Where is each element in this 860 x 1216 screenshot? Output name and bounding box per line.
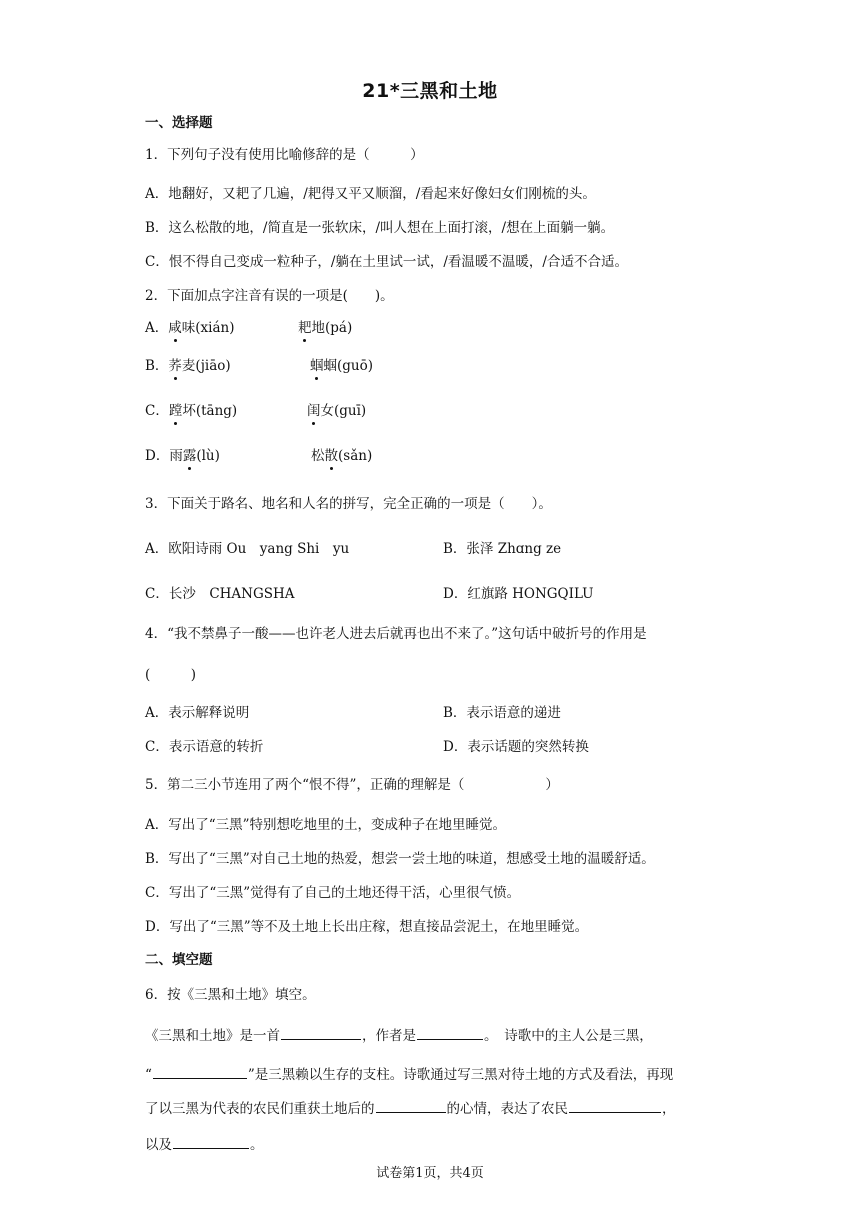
section-heading-fill: 二、填空题 — [145, 952, 213, 968]
q2-a-dotted-char: 咸 — [168, 320, 182, 336]
answer-blank-also[interactable] — [173, 1134, 249, 1149]
q6-text: 以及 — [145, 1137, 172, 1153]
answer-blank-author[interactable] — [417, 1025, 483, 1040]
q6-text: ， — [662, 1101, 676, 1117]
page-title: 21*三黑和土地 — [362, 80, 498, 102]
page-footer: 试卷第1页，共4页 — [376, 1166, 484, 1181]
answer-blank-mood[interactable] — [376, 1098, 446, 1113]
q5-option-c: C．写出了“三黑”觉得有了自己的土地还得干活，心里很气愤。 — [145, 885, 521, 901]
q6-line2 — [145, 1064, 673, 1084]
q6-text: “ — [145, 1067, 152, 1083]
q2-c2-dotted-char: 闺 — [307, 403, 321, 419]
q6-text: ，作者是 — [362, 1028, 416, 1044]
q2-option-d — [145, 447, 220, 465]
q6-text: 的心情，表达了农民 — [446, 1101, 568, 1117]
q2-option-a — [145, 319, 234, 337]
answer-blank-genre[interactable] — [281, 1025, 361, 1040]
q1-option-a: A．地翻好，又耙了几遍，/耙得又平又顺溜，/看起来好像妇女们刚梳的头。 — [145, 186, 596, 202]
q5-option-a: A．写出了“三黑”特别想吃地里的土，变成种子在地里睡觉。 — [145, 817, 507, 833]
q6-line1 — [145, 1025, 653, 1045]
q2-b-prefix: B． — [145, 358, 169, 374]
q6-stem: 6．按《三黑和土地》填空。 — [145, 987, 316, 1003]
q2-c-dotted-char: 蹚 — [168, 403, 183, 419]
q1-stem: 1．下列句子没有使用比喻修辞的是（ ） — [145, 147, 424, 163]
q6-text: 《三黑和土地》是一首 — [145, 1028, 280, 1044]
q2-b-rest: 麦(jiāo) — [181, 358, 231, 374]
q2-option-c — [145, 402, 237, 420]
q6-text: ”是三黑赖以生存的支柱。诗歌通过写三黑对待土地的方式及看法，再现 — [247, 1067, 674, 1083]
q1-option-c: C．恨不得自己变成一粒种子，/躺在土里试一试，/看温暖不温暖，/合适不合适。 — [145, 254, 628, 270]
q4-stem: 4．“我不禁鼻子一酸——也许老人进去后就再也出不来了。”这句话中破折号的作用是 — [145, 626, 647, 642]
q6-text: 。 — [250, 1137, 264, 1153]
q1-option-b: B．这么松散的地，/简直是一张软床，/叫人想在上面打滚，/想在上面躺一躺。 — [145, 220, 615, 236]
q2-option-c-word2 — [307, 402, 366, 420]
q2-option-b — [145, 357, 231, 375]
q2-c-prefix: C． — [145, 403, 169, 419]
q2-stem: 2．下面加点字注音有误的一项是( )。 — [145, 288, 394, 304]
q2-d2-rest: (sǎn) — [338, 448, 373, 464]
q3-option-c: C．长沙 CHANGSHA — [145, 586, 295, 602]
answer-blank-pillar[interactable] — [153, 1064, 247, 1079]
q4-option-a: A．表示解释说明 — [145, 705, 250, 721]
q2-option-d-word2 — [311, 447, 372, 465]
q6-line3 — [145, 1098, 676, 1118]
q6-line4 — [145, 1134, 264, 1154]
q2-d2-prefix: 松 — [311, 448, 325, 464]
q2-d2-dotted-char: 散 — [324, 448, 338, 464]
q3-stem: 3．下面关于路名、地名和人名的拼写，完全正确的一项是（ ）。 — [145, 496, 552, 512]
q5-stem: 5．第二三小节连用了两个“恨不得”，正确的理解是（ ） — [145, 777, 559, 793]
q4-option-b: B．表示语意的递进 — [443, 705, 561, 721]
q6-text: 了以三黑为代表的农民们重获土地后的 — [145, 1101, 375, 1117]
q2-option-a-word2 — [298, 319, 352, 337]
q5-option-d: D．写出了“三黑”等不及土地上长出庄稼，想直接品尝泥土，在地里睡觉。 — [145, 919, 589, 935]
q6-text: 。 诗歌中的主人公是三黑， — [484, 1028, 653, 1044]
q2-d-prefix: D．雨 — [145, 448, 183, 464]
q2-b-dotted-char: 荞 — [168, 358, 182, 374]
q3-option-b: B．张泽 Zhɑng ze — [443, 541, 562, 557]
section-heading-choice: 一、选择题 — [145, 115, 213, 131]
q3-option-a: A．欧阳诗雨 Ou yang Shi yu — [145, 541, 350, 557]
q2-a-rest: 味(xián) — [181, 320, 235, 336]
q2-d-rest: (lù) — [196, 448, 220, 464]
q2-b2-dotted-char: 蝈 — [310, 358, 324, 374]
q4-option-d: D．表示话题的突然转换 — [443, 739, 589, 755]
q2-d-dotted-char: 露 — [182, 448, 197, 464]
q2-a2-dotted-char: 耙 — [298, 320, 312, 336]
q5-option-b: B．写出了“三黑”对自己土地的热爱，想尝一尝土地的味道，想感受土地的温暖舒适。 — [145, 851, 655, 867]
q4-stem-answer: ( ) — [145, 667, 197, 683]
q2-c-rest: 坏(tāng) — [182, 403, 238, 419]
q2-a2-rest: 地(pá) — [311, 320, 353, 336]
q2-option-b-word2 — [310, 357, 373, 375]
q2-c2-rest: 女(guī) — [320, 403, 367, 419]
q3-option-d: D．红旗路 HONGQILU — [443, 586, 594, 602]
q4-option-c: C．表示语意的转折 — [145, 739, 264, 755]
q2-a-prefix: A． — [145, 320, 169, 336]
answer-blank-farmers[interactable] — [569, 1098, 661, 1113]
q2-b2-rest: 蝈(guō) — [323, 358, 373, 374]
